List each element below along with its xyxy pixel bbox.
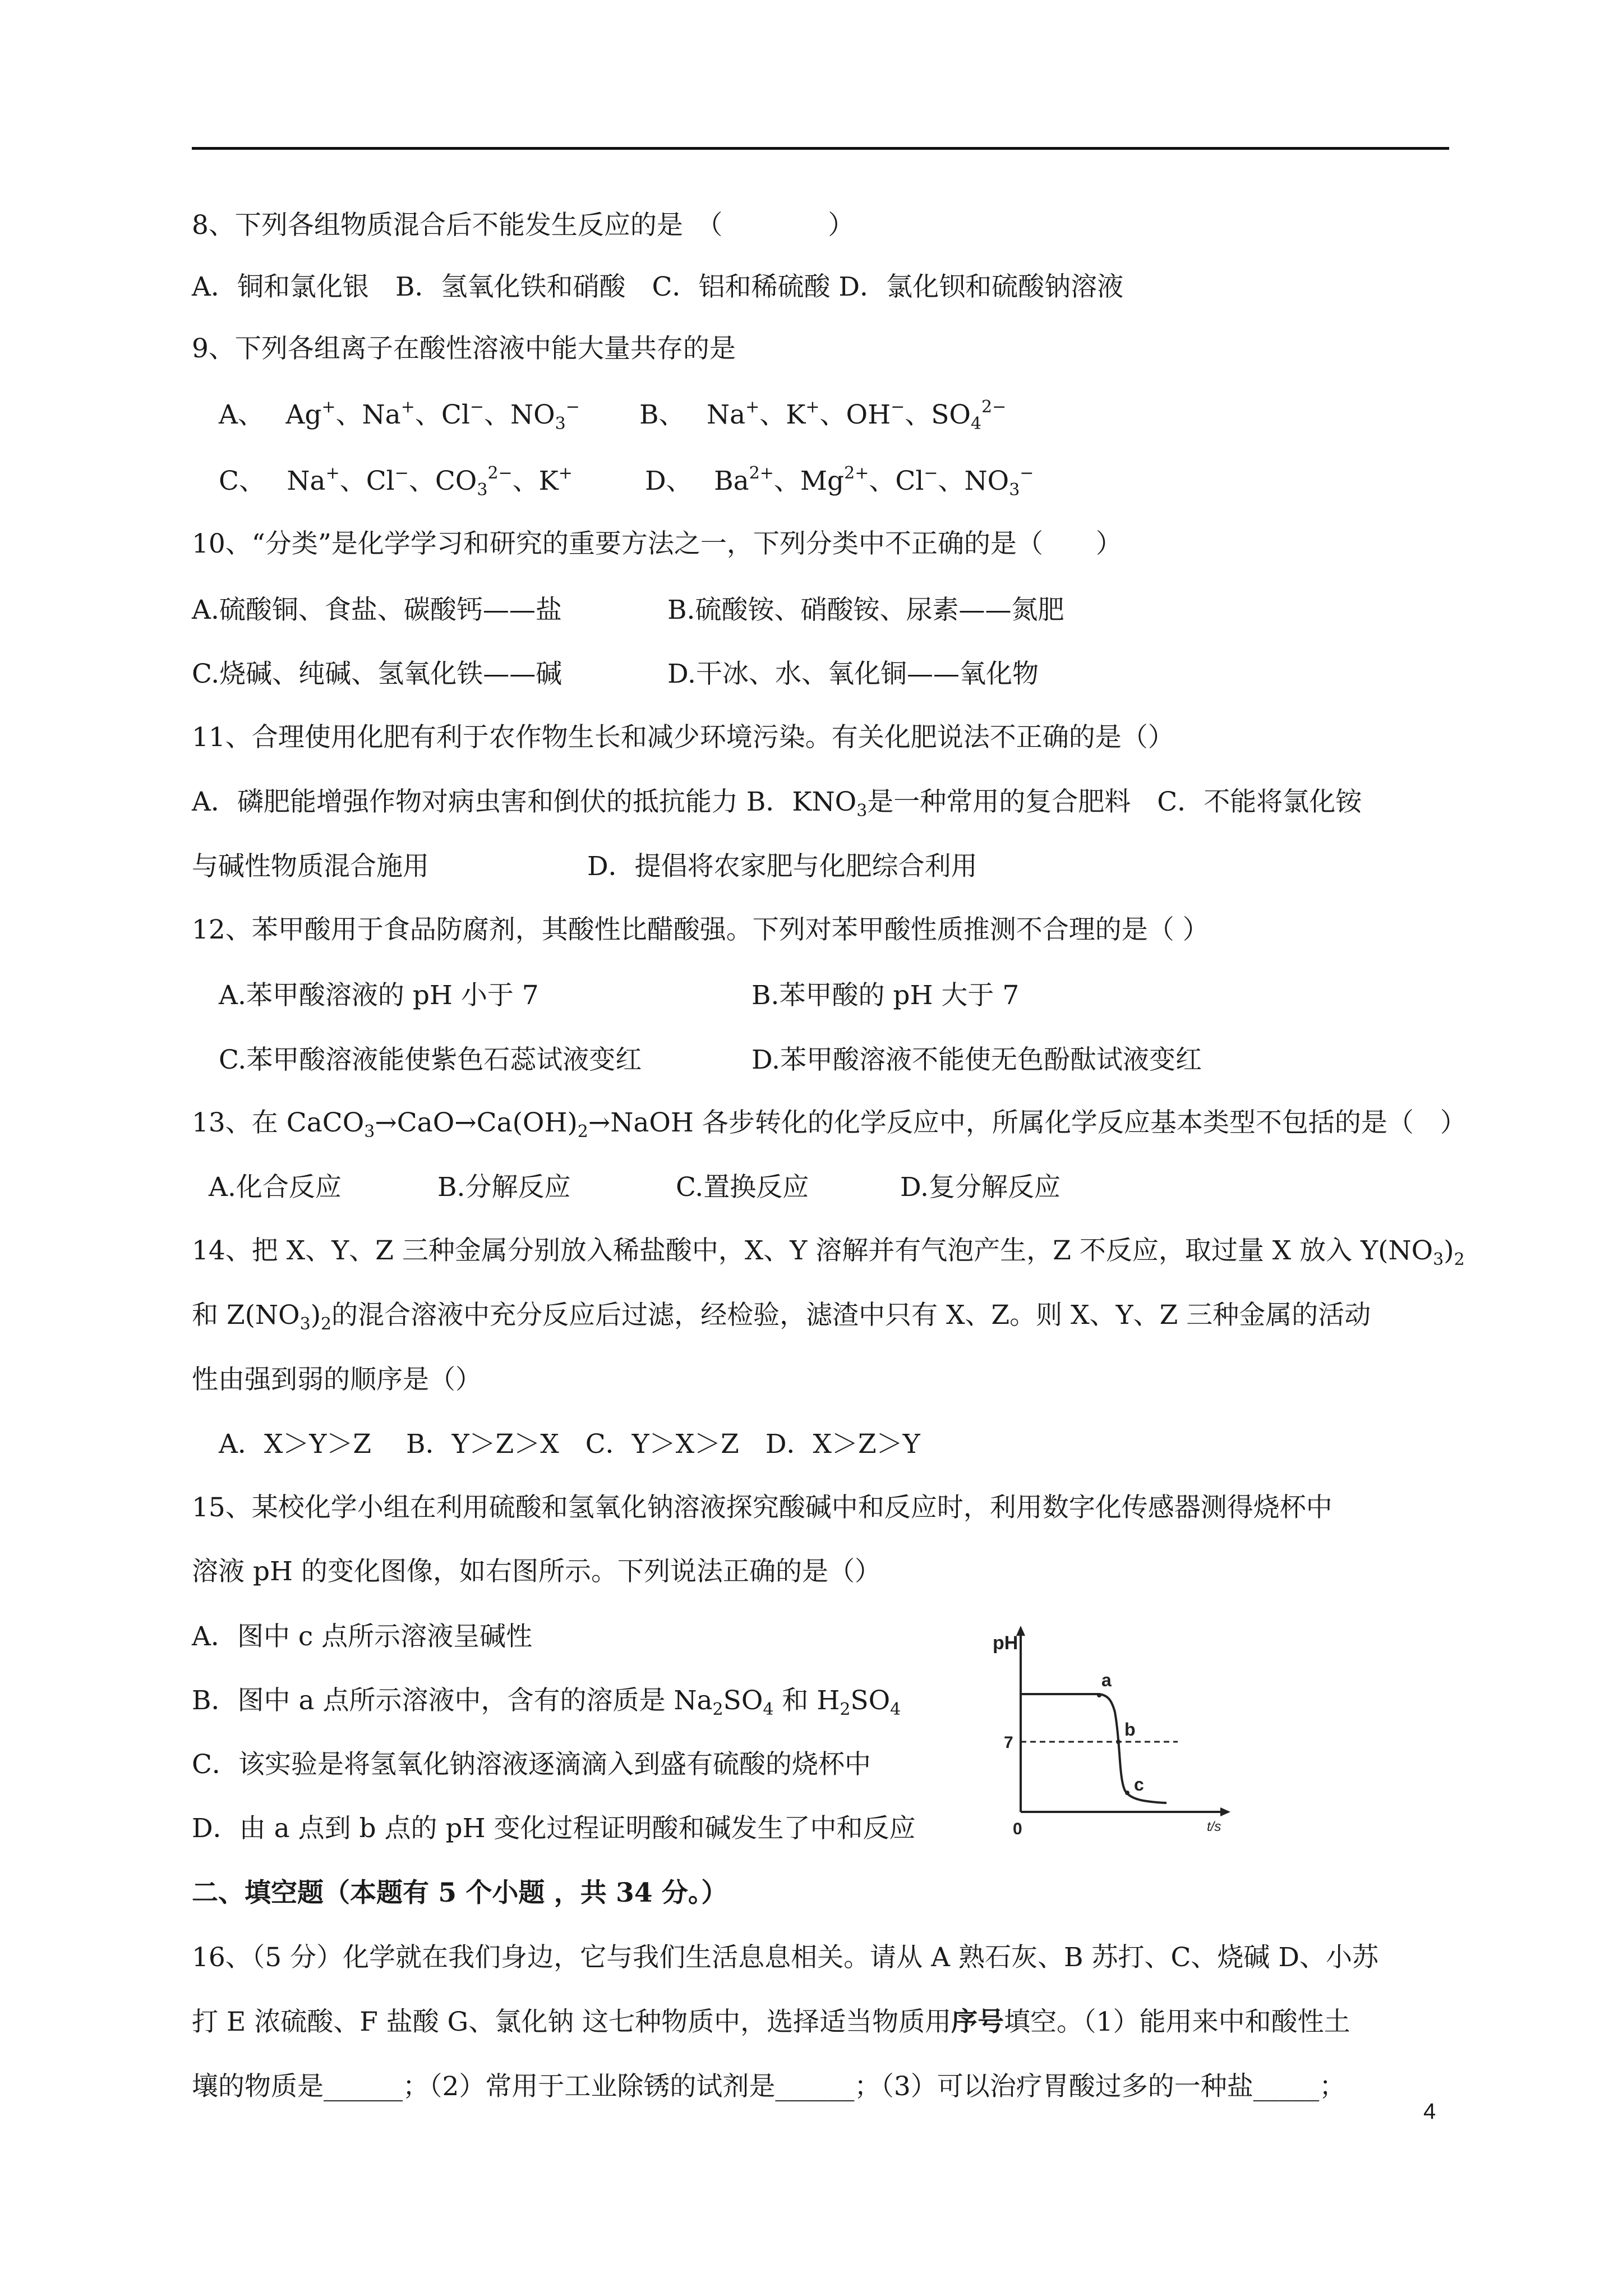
q14-line2: 和 $Z(NO_3)_2$的混合溶液中充分反应后过滤，经检验，滤渣中只有 X、Z。则 X、Y、Z 三种金属的活动 (192, 1300, 1371, 1334)
q9-stem: 9、下列各组离子在酸性溶液中能大量共存的是 (192, 333, 736, 364)
q11-line3: 与碱性物质混合施用 D．提倡将农家肥与化肥综合利用 (192, 851, 978, 882)
point-a-label: a (1101, 1670, 1112, 1690)
q14-line3: 性由强到弱的顺序是（） (192, 1364, 482, 1395)
ph7-label: 7 (1004, 1733, 1013, 1752)
y-axis-label: pH (993, 1632, 1018, 1654)
q10-option-b: B.硫酸铵、硝酸铵、尿素——氮肥 (667, 595, 1064, 625)
q16-line2-bold: 序号 (951, 2007, 1004, 2037)
q12-option-c: C.苯甲酸溶液能使紫色石蕊试液变红 (219, 1045, 642, 1075)
point-c-label: c (1134, 1774, 1144, 1795)
q13-stem-tail: 各步转化的化学反应中，所属化学反应基本类型不包括的是（ ） (702, 1107, 1467, 1138)
q13-option-c: C.置换反应 (676, 1172, 809, 1203)
q15-option-b: B．图中 a 点所示溶液中，含有的溶质是 $Na_2SO_4$ 和 $H_2SO_4$ (192, 1685, 901, 1719)
q13-option-b: B.分解反应 (437, 1172, 571, 1203)
q13-option-a: A.化合反应 (209, 1172, 342, 1203)
point-c-dot (1125, 1791, 1129, 1795)
q11-line2: A．磷肥能增强作物对病虫害和倒伏的抵抗能力 B．$KNO_3$是一种常用的复合肥料 C．不能将氯化铵 (192, 786, 1362, 821)
q12-stem: 12、苯甲酸用于食品防腐剂，其酸性比醋酸强。下列对苯甲酸性质推测不合理的是（ ） (192, 914, 1209, 945)
point-a-dot (1097, 1693, 1101, 1697)
point-b-label: b (1124, 1719, 1136, 1740)
q11-line2-b: 是一种常用的复合肥料 C．不能将氯化铵 (867, 786, 1362, 817)
q16-line2 (192, 2005, 1350, 2039)
q8-stem: 8、下列各组物质混合后不能发生反应的是 （ ） (192, 210, 855, 241)
q15-option-c: C．该实验是将氢氧化钠溶液逐滴滴入到盛有硫酸的烧杯中 (192, 1749, 871, 1780)
q13-stem: 13、在 $CaCO_3\to CaO\to Ca(OH)_2\to NaOH$ 各步转化的化学反应中，所属化学反应基本类型不包括的是（ ） (192, 1107, 1467, 1142)
q14-options: A．X＞Y＞Z B．Y＞Z＞X C．Y＞X＞Z D．X＞Z＞Y (219, 1429, 920, 1460)
q15-option-d: D．由 a 点到 b 点的 pH 变化过程证明酸和碱发生了中和反应 (192, 1813, 916, 1844)
q11-stem: 11、合理使用化肥有利于农作物生长和减少环境污染。有关化肥说法不正确的是（） (192, 722, 1174, 753)
q10-option-d: D.干冰、水、氧化铜——氧化物 (667, 659, 1039, 689)
ph-curve (1021, 1694, 1166, 1803)
q14-line1-text: 14、把 X、Y、Z 三种金属分别放入稀盐酸中，X、Y 溶解并有气泡产生，Z 不反应，取过量 X 放入 Y(NO (192, 1235, 1433, 1266)
x-axis-arrow (1220, 1807, 1230, 1816)
section2-title: 二、填空题（本题有 5 个小题 ，共 34 分。） (192, 1878, 728, 1908)
q8-options: A．铜和氯化银 B．氢氧化铁和硝酸 C．铝和稀硫酸 D．氯化钡和硫酸钠溶液 (192, 272, 1124, 302)
q10-option-a: A.硫酸铜、食盐、碳酸钙——盐 (192, 595, 562, 625)
q15-line2: 溶液 pH 的变化图像，如右图所示。下列说法正确的是（） (192, 1556, 881, 1587)
x-axis-label: t/s (1207, 1819, 1221, 1834)
q11-line2-a: A．磷肥能增强作物对病虫害和倒伏的抵抗能力 B．KNO (192, 786, 857, 817)
q9-option-b: B、 Na+、K+、OH−、$SO_4^{2-}$ (639, 397, 1007, 434)
ph-curve-graph (987, 1616, 1239, 1834)
q9-a-label: A、 (219, 399, 251, 430)
q16-line3: 壤的物质是______；（2）常用于工业除锈的试剂是______；（3）可以治疗胃酸过多的一种盐_____； (192, 2071, 1346, 2102)
q16-line2-a: 打 E 浓硫酸、F 盐酸 G、氯化钠 这七种物质中，选择适当物质用 (192, 2007, 952, 2037)
q14-line2-tail: 的混合溶液中充分反应后过滤，经检验，滤渣中只有 X、Z。则 X、Y、Z 三种金属的活动 (331, 1300, 1371, 1331)
q16-line1: 16、（5 分）化学就在我们身边，它与我们生活息息相关。请从 A 熟石灰、B 苏打、C、烧碱 D、小苏 (192, 1942, 1379, 1973)
header-rule (192, 147, 1449, 150)
origin-label: 0 (1013, 1820, 1022, 1834)
q10-stem: 10、“分类”是化学学习和研究的重要方法之一，下列分类中不正确的是（ ） (192, 528, 1122, 559)
q9-option-c: C、 Na+、Cl−、$CO_3^{2-}$、K+ (219, 463, 573, 500)
q9-option-a: A、 Ag+、Na+、Cl−、$NO_3^-$ (219, 397, 580, 434)
point-b-dot (1116, 1740, 1121, 1744)
q12-option-b: B.苯甲酸的 pH 大于 7 (751, 980, 1020, 1011)
q9-b-label: B、 (639, 399, 672, 430)
q9-c-label: C、 (219, 466, 252, 496)
page-number: 4 (1423, 2099, 1436, 2124)
q12-option-a: A.苯甲酸溶液的 pH 小于 7 (219, 980, 539, 1011)
q15-option-a: A．图中 c 点所示溶液呈碱性 (192, 1621, 533, 1652)
q16-line2-b: 填空。（1）能用来中和酸性土 (1004, 2007, 1350, 2037)
q9-d-label: D、 (645, 466, 680, 496)
q10-option-c: C.烧碱、纯碱、氢氧化铁——碱 (192, 659, 562, 689)
q15-option-b-text: B．图中 a 点所示溶液中，含有的溶质是 Na (192, 1685, 713, 1716)
q9-option-d: D、 $Ba^{2+}$、$Mg^{2+}$、Cl−、$NO_3^-$ (645, 463, 1034, 500)
q13-option-d: D.复分解反应 (900, 1172, 1061, 1203)
q12-option-d: D.苯甲酸溶液不能使无色酚酞试液变红 (751, 1045, 1202, 1075)
q14-line1: 14、把 X、Y、Z 三种金属分别放入稀盐酸中，X、Y 溶解并有气泡产生，Z 不反应，取过量 X 放入 $Y(NO_3)_2$ (192, 1235, 1465, 1269)
q15-line1: 15、某校化学小组在利用硫酸和氢氧化钠溶液探究酸碱中和反应时，利用数字化传感器测得烧杯中 (192, 1492, 1332, 1523)
